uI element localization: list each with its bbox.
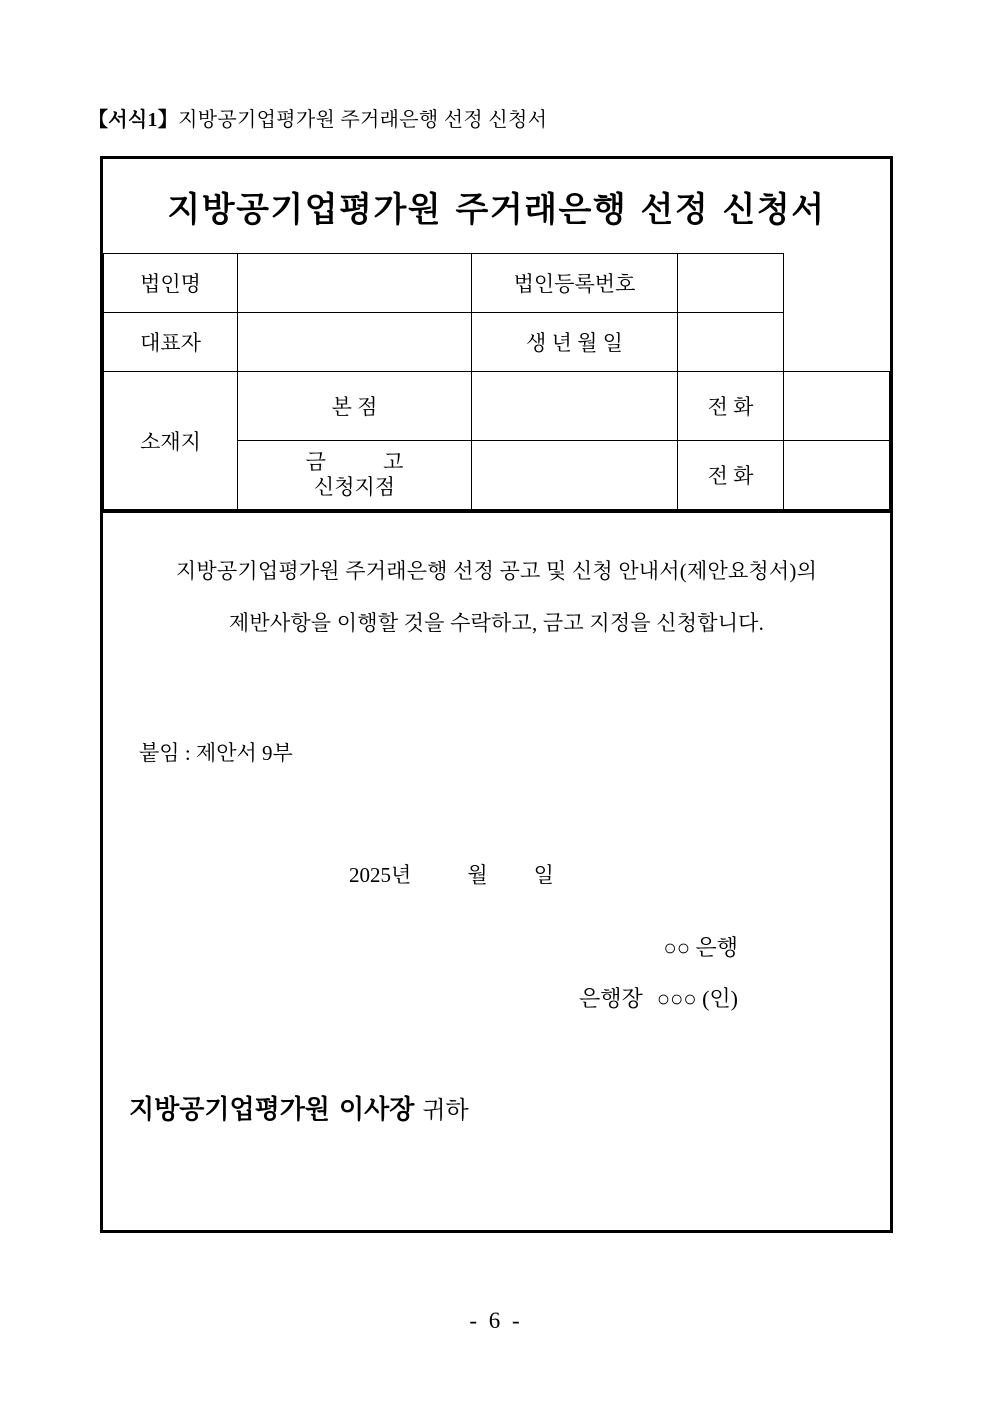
label-head-office: 본 점	[238, 372, 472, 441]
value-branch-phone[interactable]	[784, 441, 890, 510]
label-head-office-phone: 전 화	[678, 372, 784, 441]
table-row-location-head-office	[104, 372, 890, 441]
label-corporation-reg-number: 법인등록번호	[472, 254, 678, 313]
form-title: 지방공기업평가원 주거래은행 선정 신청서	[167, 189, 826, 230]
value-birth-date[interactable]	[678, 313, 784, 372]
value-corporation-reg-number[interactable]	[678, 254, 784, 313]
signature-head-label: 은행장	[578, 986, 643, 1011]
label-corporation-name: 법인명	[104, 254, 238, 313]
section-divider	[103, 510, 890, 513]
label-location: 소재지	[104, 372, 238, 510]
label-applying-branch-line1: 금 고	[305, 450, 430, 474]
signature-head-name: ○○○ (인)	[656, 986, 738, 1011]
label-applying-branch	[238, 441, 472, 510]
addressee-organization: 지방공기업평가원 이사장	[129, 1095, 415, 1125]
attachment-note: 붙임 : 제안서 9부	[139, 741, 293, 765]
label-branch-phone: 전 화	[678, 441, 784, 510]
addressee	[129, 1089, 890, 1126]
date-year: 2025년	[349, 863, 412, 887]
date-day: 일	[533, 863, 554, 887]
date-month: 월	[467, 863, 488, 887]
document-form-label	[88, 106, 547, 134]
application-form	[100, 156, 893, 1233]
value-representative[interactable]	[238, 313, 472, 372]
table-row-corporation-name	[104, 254, 890, 313]
table-row-representative	[104, 313, 890, 372]
addressee-honorific: 귀하	[422, 1098, 469, 1124]
label-birth-date: 생 년 월 일	[472, 313, 678, 372]
value-corporation-name[interactable]	[238, 254, 472, 313]
value-head-office-phone[interactable]	[784, 372, 890, 441]
form-body	[103, 545, 890, 1126]
date-line	[103, 859, 890, 889]
label-applying-branch-line2: 신청지점	[313, 475, 396, 499]
form-label-bracket: 【서식1】	[88, 109, 179, 131]
declaration-paragraph	[103, 545, 890, 649]
value-applying-branch-address[interactable]	[472, 441, 678, 510]
declaration-line-1: 지방공기업평가원 주거래은행 선정 공고 및 신청 안내서(제안요청서)의	[175, 559, 818, 583]
form-label-text: 지방공기업평가원 주거래은행 선정 신청서	[178, 109, 548, 131]
value-head-office-address[interactable]	[472, 372, 678, 441]
label-representative: 대표자	[104, 313, 238, 372]
signature-bank-name: ○○ 은행	[663, 935, 738, 960]
declaration-line-2: 제반사항을 이행할 것을 수락하고, 금고 지정을 신청합니다.	[228, 611, 765, 635]
applicant-info-table	[103, 253, 890, 510]
page-number: - 6 -	[469, 1308, 523, 1333]
signature-bank-head	[103, 982, 890, 1013]
